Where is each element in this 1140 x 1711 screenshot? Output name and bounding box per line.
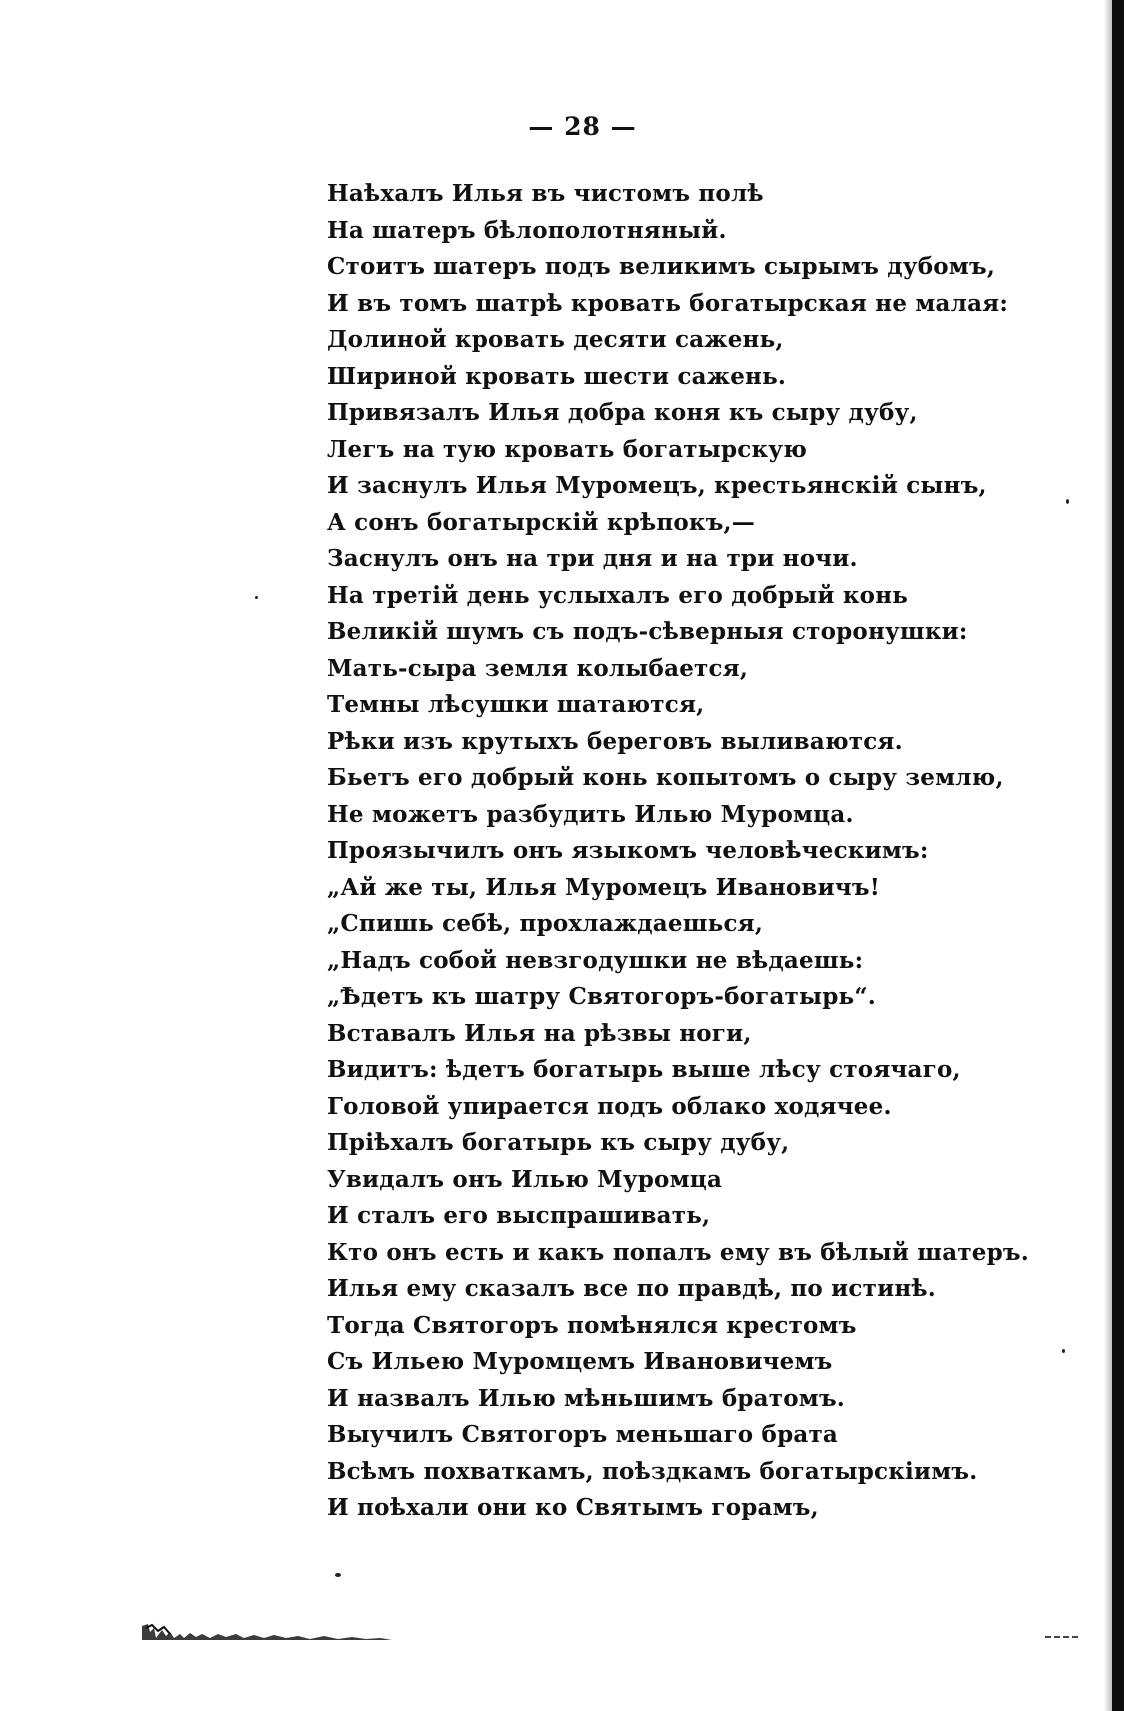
scan-smudge (140, 1622, 395, 1642)
verse-line: Пріѣхалъ богатырь къ сыру дубу, (327, 1129, 790, 1156)
verse-line: На третій день услыхалъ его добрый конь (327, 581, 909, 609)
ink-speck (1062, 1349, 1065, 1353)
verse-line: Стоитъ шатеръ подъ великимъ сырымъ дубомъ, (327, 253, 996, 280)
verse-line: Наѣхалъ Илья въ чистомъ полѣ (327, 180, 764, 207)
ink-speck (335, 1573, 341, 1577)
verse-line: И въ томъ шатрѣ кровать богатырская не малая: (327, 289, 1009, 317)
verse-line: Увидалъ онъ Илью Муромца (327, 1165, 723, 1193)
verse-line: Великій шумъ съ подъ-сѣверныя сторонушки: (327, 618, 968, 645)
scan-dash (1045, 1636, 1081, 1638)
verse-line: Выучилъ Святогоръ меньшаго брата (327, 1421, 839, 1448)
verse-line: Всѣмъ похваткамъ, поѣздкамъ богатырскіимъ. (327, 1457, 978, 1485)
verse-line: Заснулъ онъ на три дня и на три ночи. (327, 545, 858, 572)
verse-line: И поѣхали они ко Святымъ горамъ, (327, 1494, 819, 1521)
verse-line: Тогда Святогоръ помѣнялся крестомъ (327, 1311, 857, 1339)
verse-line: Вставалъ Илья на рѣзвы ноги, (327, 1019, 752, 1047)
verse-line: Илья ему сказалъ все по правдѣ, по истинѣ. (327, 1275, 936, 1302)
verse-text (327, 176, 1067, 1527)
verse-line: Привязалъ Илья добра коня къ сыру дубу, (327, 399, 918, 426)
verse-line: Съ Ильею Муромцемъ Ивановичемъ (327, 1348, 833, 1375)
verse-line: Не можетъ разбудить Илью Муромца. (327, 800, 854, 828)
ink-speck (255, 596, 258, 599)
page-number: — 28 — (528, 112, 637, 141)
verse-line: Головой упирается подъ облако ходячее. (327, 1092, 892, 1120)
verse-line: „Надъ собой невзгодушки не вѣдаешь: (327, 946, 864, 974)
page-edge-shadow (1104, 0, 1112, 1711)
verse-line: И сталъ его выспрашивать, (327, 1202, 711, 1229)
verse-line: Мать-сыра земля колыбается, (327, 654, 749, 682)
verse-line: Кто онъ есть и какъ попалъ ему въ бѣлый шатеръ. (327, 1238, 1029, 1266)
verse-line: Проязычилъ онъ языкомъ человѣческимъ: (327, 837, 929, 864)
verse-line: И заснулъ Илья Муромецъ, крестьянскій сынъ, (327, 472, 987, 499)
verse-line: Бьетъ его добрый конь копытомъ о сыру землю, (327, 764, 1004, 791)
verse-line: Долиной кровать десяти сажень, (327, 326, 784, 353)
page-edge-border (1112, 0, 1124, 1711)
verse-line: „Ѣдетъ къ шатру Святогоръ-богатырь“. (327, 983, 876, 1010)
verse-line: Темны лѣсушки шатаются, (327, 691, 705, 718)
verse-line: На шатеръ бѣлополотняный. (327, 216, 727, 244)
verse-line: Шириной кровать шести сажень. (327, 362, 787, 390)
verse-line: И назвалъ Илью мѣньшимъ братомъ. (327, 1384, 846, 1412)
verse-line: Легъ на тую кровать богатырскую (327, 435, 808, 463)
verse-line: „Спишь себѣ, прохлаждаешься, (327, 910, 764, 937)
verse-line: Видитъ: ѣдетъ богатырь выше лѣсу стоячаго, (327, 1056, 961, 1083)
verse-line: А сонъ богатырскій крѣпокъ,— (327, 508, 755, 536)
ink-speck (1066, 499, 1069, 504)
verse-line: Рѣки изъ крутыхъ береговъ выливаются. (327, 727, 903, 755)
verse-line: „Ай же ты, Илья Муромецъ Ивановичъ! (327, 873, 881, 901)
